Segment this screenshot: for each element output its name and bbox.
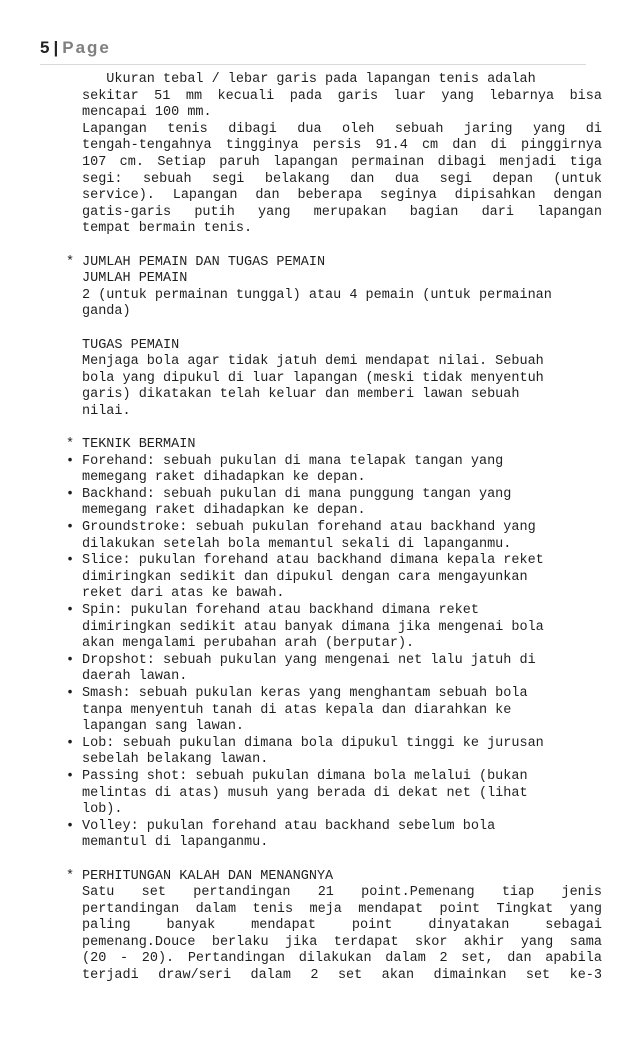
text-line: (20 - 20). Pertandingan dilakukan dalam 2 set, dan apabila: [82, 951, 602, 967]
list-item: [66, 818, 602, 852]
section-techniques: [66, 437, 602, 852]
text-line: • Backhand: sebuah pukulan di mana punggung tangan yang: [66, 486, 512, 502]
text-line: tanpa menyentuh tanah di atas kepala dan diarahkan ke: [82, 702, 512, 718]
text-line: • Passing shot: sebuah pukulan dimana bola melalui (bukan: [66, 768, 528, 784]
text-line: garis) dikatakan telah keluar dan memberi lawan sebuah: [82, 387, 520, 403]
text-line: segi: sebuah segi belakang dan dua segi depan (untuk: [82, 171, 602, 187]
list-item: [66, 652, 602, 686]
text-line: gatis-garis putih yang merupakan bagian dari lapangan: [82, 204, 602, 220]
text-line: service). Lapangan dan beberapa seginya dipisahkan dengan: [82, 188, 602, 204]
text-line: sebelah belakang lawan.: [82, 752, 269, 768]
text-line: Satu set pertandingan 21 point.Pemenang tiap jenis: [82, 885, 602, 901]
bullet-mark: •: [66, 652, 75, 668]
section-heading: * PERHITUNGAN KALAH DAN MENANGNYA: [66, 868, 334, 884]
text-line: • Volley: pukulan forehand atau backhand sebelum bola: [66, 818, 496, 834]
text-line: • Smash: sebuah pukulan keras yang menghantam sebuah bola: [66, 685, 528, 701]
text-line: nilai.: [82, 403, 131, 419]
text-line: • Groundstroke: sebuah pukulan forehand atau backhand yang: [66, 520, 536, 536]
text-line: pemenang.Douce berlaku jika terdapat skor akhir yang sama: [82, 934, 602, 950]
list-item: [66, 553, 602, 603]
text-line: terjadi draw/seri dalam 2 set akan dimainkan set ke-3: [82, 968, 602, 984]
bullet-mark: •: [66, 553, 75, 569]
document-body: [66, 72, 602, 985]
page-number: 5: [40, 38, 50, 57]
page-header: [40, 38, 586, 58]
text-line: • Slice: pukulan forehand atau backhand dimana kepala reket: [66, 553, 544, 569]
text-line: reket dari atas ke bawah.: [82, 586, 285, 602]
text-line: melintas di atas) musuh yang berada di dekat net (lihat: [82, 785, 528, 801]
list-item: [66, 520, 602, 553]
list-item: [66, 453, 602, 487]
text-line: lob).: [82, 802, 123, 818]
text-line: • Dropshot: sebuah pukulan yang mengenai net lalu jatuh di: [66, 652, 536, 668]
text-line: memegang raket dihadapkan ke depan.: [82, 470, 366, 486]
asterisk-mark: *: [66, 437, 75, 453]
page-word: Page: [62, 38, 111, 57]
text-line: • Spin: pukulan forehand atau backhand dimana reket: [66, 603, 479, 618]
section-scoring: [66, 868, 602, 985]
text-line: • Forehand: sebuah pukulan di mana telapak tangan yang: [66, 453, 504, 469]
text-line: daerah lawan.: [82, 669, 188, 685]
text-line: akan mengalami perubahan arah (berputar).: [82, 636, 415, 652]
bullet-mark: •: [66, 685, 75, 701]
list-item: [66, 486, 602, 520]
section-heading: * TEKNIK BERMAIN: [66, 437, 196, 453]
text-line: • Lob: sebuah pukulan dimana bola dipukul tinggi ke jurusan: [66, 735, 544, 751]
asterisk-mark: *: [66, 868, 75, 884]
text-line: dilakukan setelah bola memantul sekali di lapanganmu.: [82, 536, 512, 552]
text-line: ganda): [82, 304, 131, 320]
section-players: [66, 254, 602, 421]
section-heading: * JUMLAH PEMAIN DAN TUGAS PEMAIN: [66, 254, 326, 270]
bullet-mark: •: [66, 735, 75, 751]
technique-list: [66, 453, 602, 852]
text-line: paling banyak mendapat point dinyatakan sebagai: [82, 918, 602, 934]
list-item: [66, 735, 602, 769]
text-line: Ukuran tebal / lebar garis pada lapangan tenis adalah: [82, 72, 536, 87]
text-line: Menjaga bola agar tidak jatuh demi mendapat nilai. Sebuah: [82, 354, 544, 370]
text-line: pertandingan dalam tenis meja mendapat point Tingkat yang: [82, 901, 602, 917]
bullet-mark: •: [66, 486, 75, 502]
list-item: [66, 603, 602, 653]
text-line: 107 cm. Setiap paruh lapangan permainan dibagi menjadi tiga: [82, 154, 602, 170]
bullet-mark: •: [66, 818, 75, 834]
text-line: tengah-tengahnya tingginya persis 91.4 cm dan di pinggirnya: [82, 138, 602, 154]
bullet-mark: •: [66, 520, 75, 536]
bullet-mark: •: [66, 603, 75, 618]
text-line: TUGAS PEMAIN: [82, 337, 180, 353]
text-line: dimiringkan sedikit atau banyak dimana jika mengenai bola: [82, 619, 544, 635]
intro-paragraph: [82, 72, 602, 238]
bullet-mark: •: [66, 453, 75, 469]
text-line: tempat bermain tenis.: [82, 221, 253, 237]
text-line: bola yang dipukul di luar lapangan (meski tidak menyentuh: [82, 370, 544, 386]
text-line: lapangan sang lawan.: [82, 719, 245, 735]
text-line: dimiringkan sedikit dan dipukul dengan cara mengayunkan: [82, 569, 528, 585]
text-line: JUMLAH PEMAIN: [82, 271, 188, 287]
bullet-mark: •: [66, 768, 75, 784]
text-line: Lapangan tenis dibagi dua oleh sebuah jaring yang di: [82, 121, 602, 137]
text-line: mencapai 100 mm.: [82, 105, 212, 121]
header-separator: |: [53, 38, 59, 57]
asterisk-mark: *: [66, 254, 75, 270]
header-rule: [40, 64, 586, 65]
text-line: sekitar 51 mm kecuali pada garis luar yang lebarnya bisa: [82, 88, 602, 104]
list-item: [66, 685, 602, 736]
text-line: 2 (untuk permainan tunggal) atau 4 pemain (untuk permainan: [82, 287, 552, 303]
text-line: memegang raket dihadapkan ke depan.: [82, 503, 366, 519]
list-item: [66, 768, 602, 819]
text-line: memantul di lapanganmu.: [82, 835, 269, 851]
